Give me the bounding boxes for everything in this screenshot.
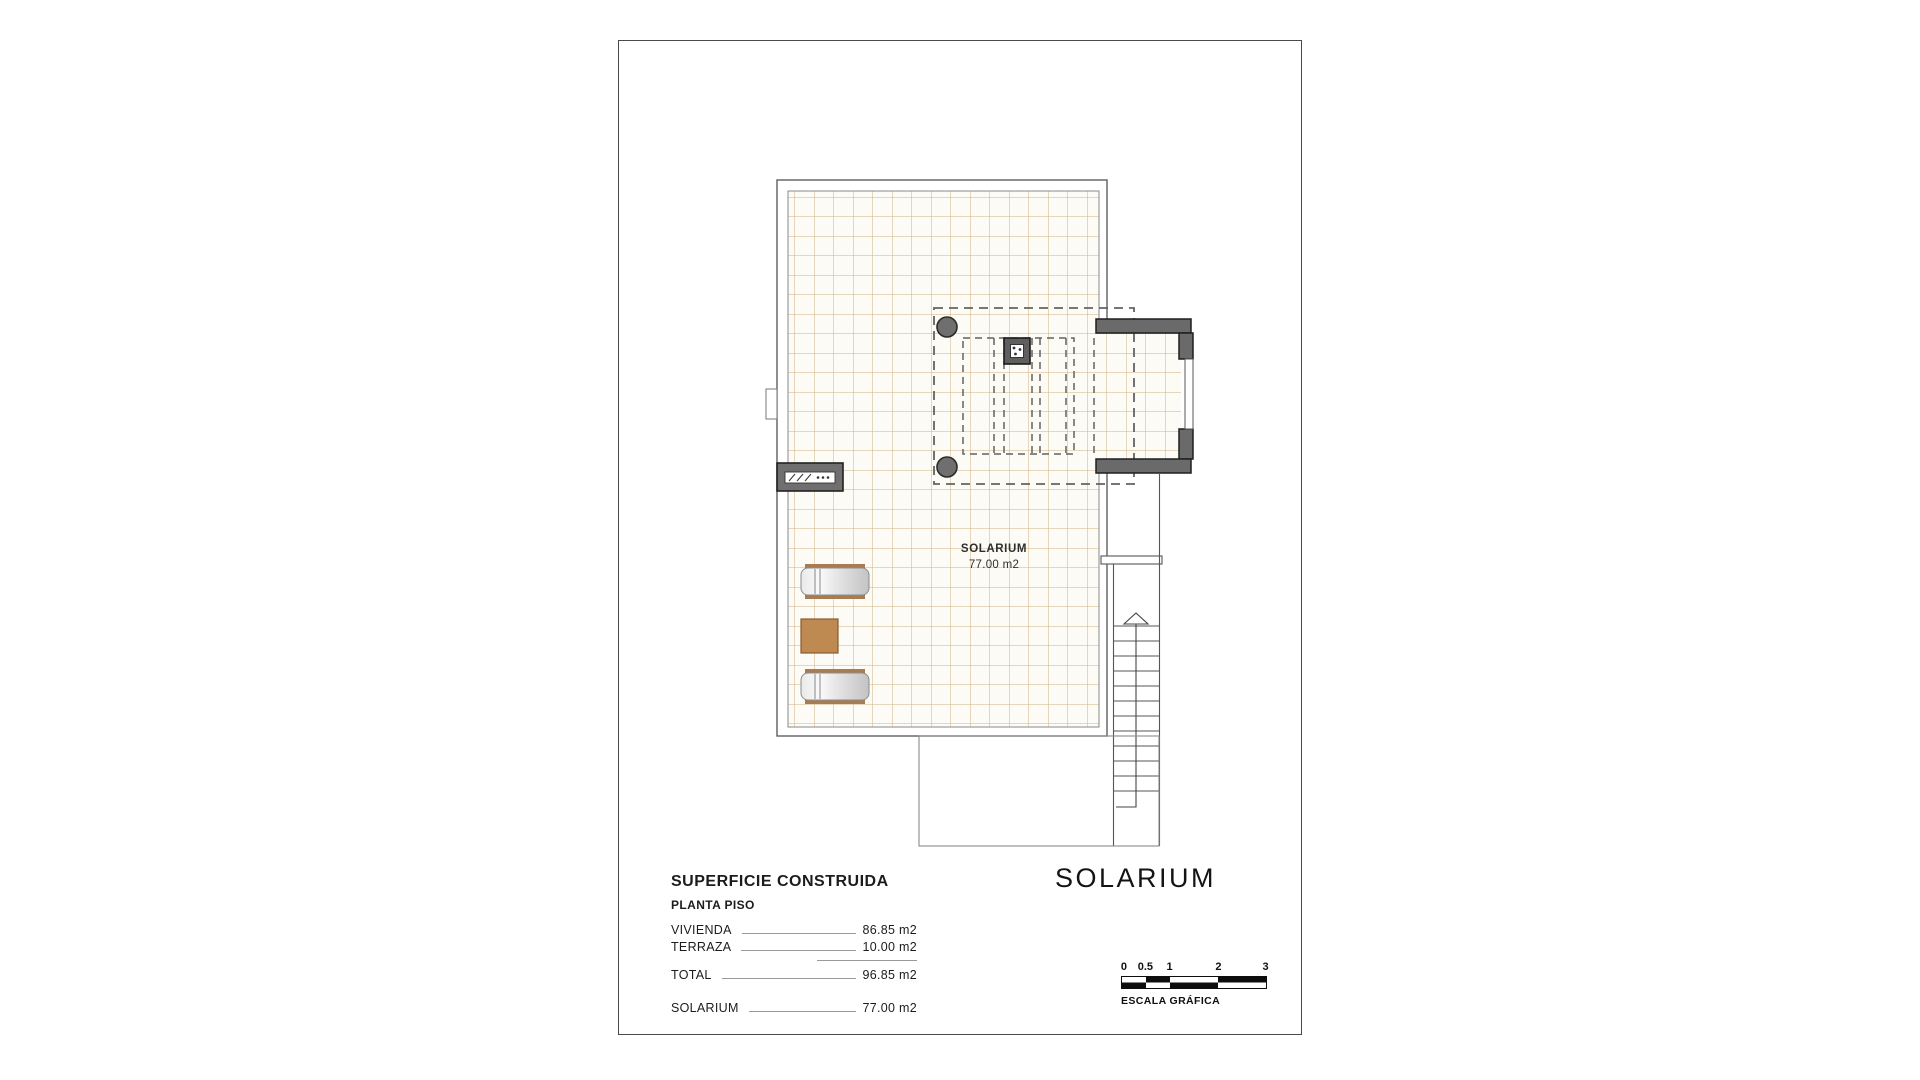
scale-tick: 0.5: [1137, 961, 1154, 973]
scale-segment: [1218, 977, 1266, 988]
scale-caption: ESCALA GRÁFICA: [1121, 995, 1221, 1007]
sum-divider: [817, 960, 917, 961]
pergola-post: [937, 457, 957, 477]
graphic-scale: [1121, 961, 1267, 1007]
table-subtitle: PLANTA PISO: [671, 898, 755, 912]
sun-lounger: [801, 564, 869, 599]
row-label: SOLARIUM: [671, 1001, 739, 1015]
scale-tick: 0: [1120, 961, 1127, 973]
balcony-railing: [1185, 359, 1193, 429]
table-row: [671, 940, 917, 954]
scale-bar: [1121, 976, 1267, 989]
leader-line: [749, 1010, 857, 1012]
row-label: TOTAL: [671, 968, 712, 982]
row-value: 86.85 m2: [862, 923, 917, 937]
room-area-label: 77.00 m2: [968, 559, 1020, 571]
table-row: [671, 923, 917, 937]
sun-lounger: [801, 669, 869, 704]
table-row: [671, 1001, 917, 1015]
leader-line: [742, 932, 857, 934]
scale-segment: [1146, 977, 1170, 988]
side-table: [801, 619, 838, 653]
stairs-up-arrow-icon: [1116, 613, 1148, 807]
leader-line: [741, 949, 856, 951]
staircase: [1101, 473, 1162, 846]
row-label: TERRAZA: [671, 940, 732, 954]
built-surface-table: [671, 873, 917, 1015]
table-title: SUPERFICIE CONSTRUIDA: [671, 873, 889, 890]
row-label: VIVIENDA: [671, 923, 732, 937]
scale-segment: [1170, 977, 1218, 988]
sheet-title: SOLARIUM: [1055, 863, 1217, 893]
scale-tick: 2: [1215, 961, 1222, 973]
table-row: [671, 968, 917, 982]
wall-notch: [766, 389, 777, 419]
row-value: 96.85 m2: [862, 968, 917, 982]
scale-segment: [1122, 977, 1146, 988]
leader-line: [722, 977, 857, 979]
scale-tick: 3: [1262, 961, 1269, 973]
scale-tick: 1: [1166, 961, 1173, 973]
pergola-post: [937, 317, 957, 337]
room-label: SOLARIUM: [960, 543, 1028, 555]
vent-icon: [1004, 338, 1030, 364]
drawing-sheet: [618, 40, 1302, 1035]
row-value: 77.00 m2: [862, 1001, 917, 1015]
row-value: 10.00 m2: [862, 940, 917, 954]
balcony-niche-floor: [1098, 333, 1181, 459]
scale-tick-labels: [1121, 961, 1267, 976]
ac-unit-icon: [777, 463, 843, 491]
